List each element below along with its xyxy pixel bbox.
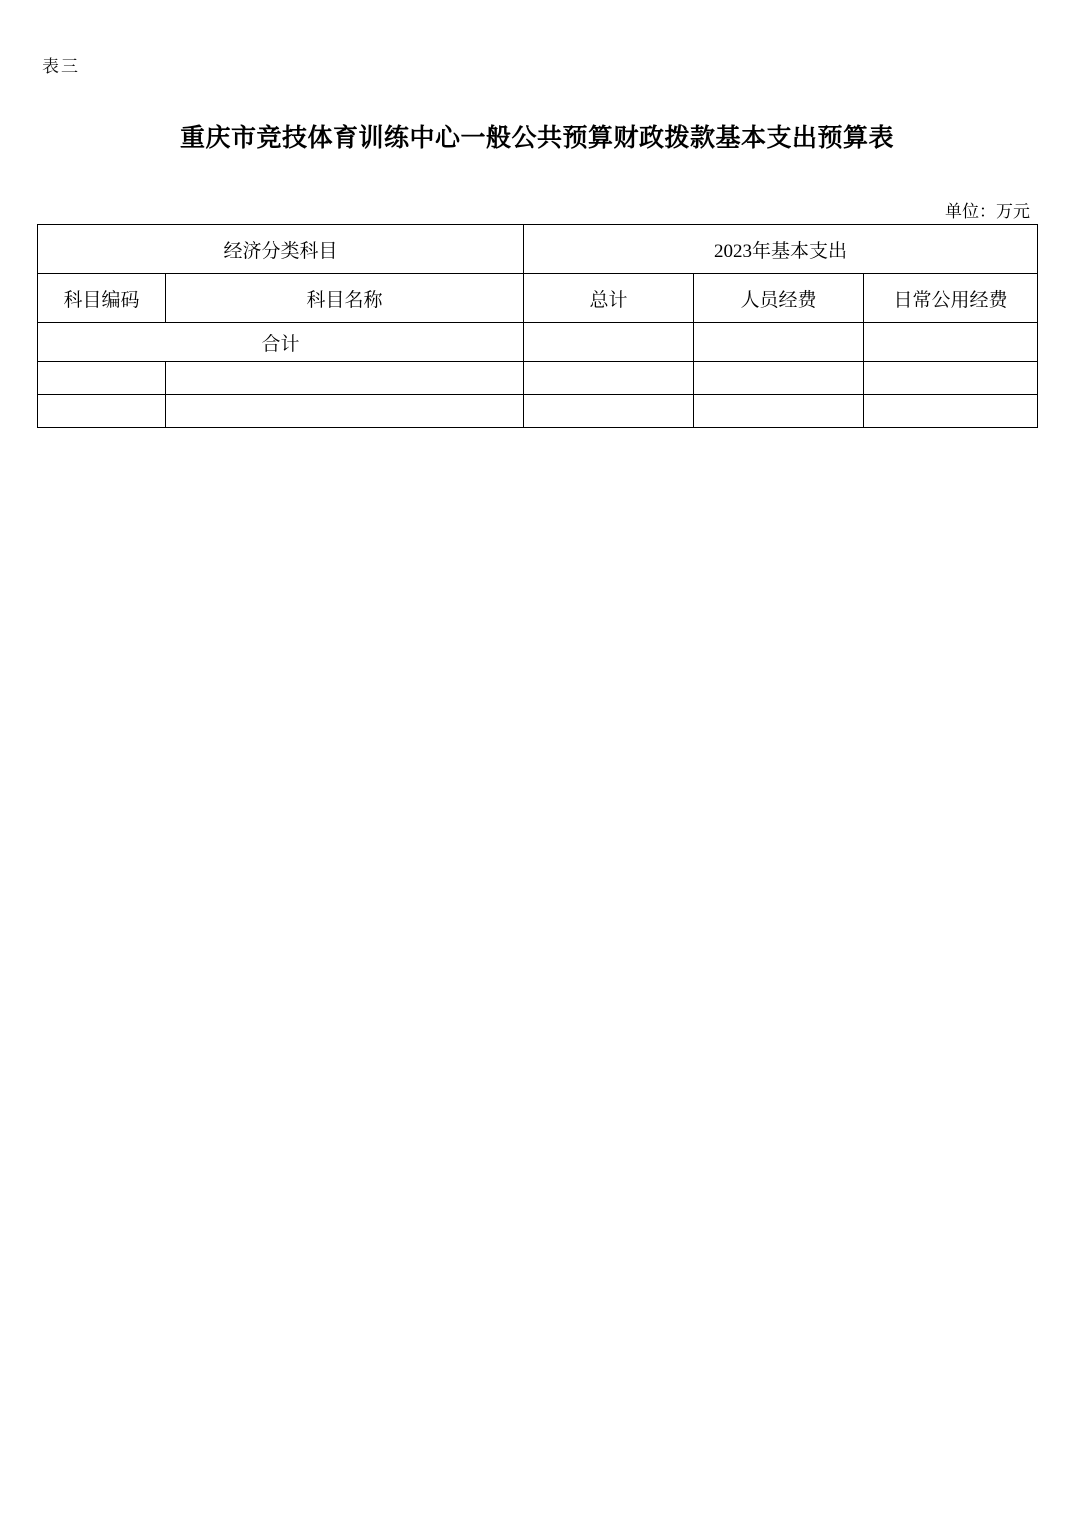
table-row (38, 362, 1038, 395)
row-total-value (524, 395, 694, 428)
row-personnel-value (694, 323, 864, 362)
row-total-value (524, 323, 694, 362)
column-header-personnel: 人员经费 (694, 274, 864, 323)
group-header-basic-expenditure: 2023年基本支出 (524, 225, 1038, 274)
row-code-value (38, 395, 166, 428)
row-daily-value (864, 362, 1038, 395)
row-personnel-value (694, 395, 864, 428)
sheet-number-label: 表三 (42, 57, 80, 77)
row-code-value (38, 362, 166, 395)
group-header-economic-category: 经济分类科目 (38, 225, 524, 274)
column-header-name: 科目名称 (166, 274, 524, 323)
unit-note: 单位：万元 (945, 202, 1030, 222)
row-daily-value (864, 323, 1038, 362)
table-row (38, 395, 1038, 428)
table-column-header-row (38, 274, 1038, 323)
row-total-value (524, 362, 694, 395)
row-personnel-value (694, 362, 864, 395)
column-header-total: 总计 (524, 274, 694, 323)
budget-table (37, 224, 1038, 428)
row-total-label: 合计 (38, 323, 524, 362)
row-name-value (166, 362, 524, 395)
page-title: 重庆市竞技体育训练中心一般公共预算财政拨款基本支出预算表 (179, 125, 894, 152)
row-daily-value (864, 395, 1038, 428)
row-name-value (166, 395, 524, 428)
table-row (38, 323, 1038, 362)
column-header-daily: 日常公用经费 (864, 274, 1038, 323)
table-group-header-row (38, 225, 1038, 274)
column-header-code: 科目编码 (38, 274, 166, 323)
